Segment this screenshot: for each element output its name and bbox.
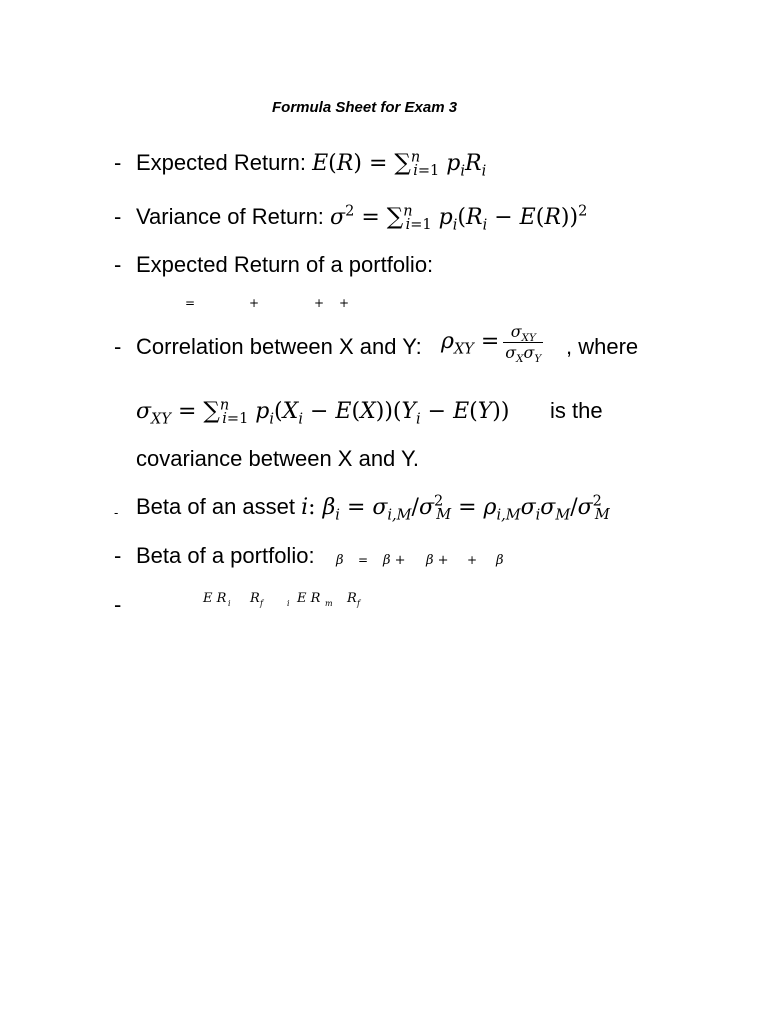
math-correlation: $\rho_{XY}$ = $\frac{\sigma_{XY}}{\sigma_X\sigma_Y}$ bbox=[441, 322, 542, 365]
portfolio-formula-plus-1: + bbox=[249, 296, 260, 310]
capm-frag-m: m bbox=[325, 599, 333, 608]
math-variance: $\sigma^2 = \sum^n_{i=1}$ $p_i(R_i - E(R))^2$ bbox=[330, 203, 588, 234]
math-beta-asset: i: $\beta_i = \sigma_{i,M}/\sigma^2_M = \rho_{i,M}\sigma_i\sigma_M/\sigma^2_M$ bbox=[301, 493, 610, 524]
formula-correlation bbox=[441, 322, 547, 365]
bullet-dash: - bbox=[114, 204, 122, 229]
beta-portfolio-frag-5: + bbox=[467, 553, 478, 567]
beta-portfolio-frag-6: β bbox=[496, 553, 504, 568]
capm-frag-i: i bbox=[228, 599, 231, 608]
bullet-correlation bbox=[114, 336, 121, 358]
math-expected-return: E(R) = ∑$^n_{i=1}$ $p_iR_i$ bbox=[312, 149, 487, 180]
formula-covariance bbox=[136, 397, 510, 428]
capm-frag-f2: f bbox=[357, 599, 360, 608]
label-portfolio-return: Expected Return of a portfolio: bbox=[136, 252, 434, 277]
label-beta-asset: Beta of an asset bbox=[136, 494, 302, 519]
portfolio-formula-eq: = bbox=[185, 296, 196, 310]
label-is-the: is the bbox=[550, 398, 603, 423]
capm-frag-r: R bbox=[250, 591, 260, 606]
capm-frag-f: f bbox=[260, 599, 263, 608]
formula-expected-return bbox=[136, 149, 487, 180]
label-variance: Variance of Return: bbox=[136, 204, 331, 229]
portfolio-formula-plus-2: + bbox=[314, 296, 325, 310]
bullet-dash: - bbox=[114, 592, 122, 617]
bullet-expected-return bbox=[114, 152, 121, 174]
beta-portfolio-frag-3: β + bbox=[383, 553, 406, 568]
bullet-capm bbox=[114, 594, 121, 616]
capm-frag-r2: R bbox=[347, 591, 357, 606]
page-title: Formula Sheet for Exam 3 bbox=[272, 99, 458, 116]
beta-portfolio-frag-4: β + bbox=[426, 553, 449, 568]
bullet-dash: - bbox=[114, 252, 122, 277]
label-covariance: covariance between X and Y. bbox=[136, 446, 419, 471]
bullet-dash: - bbox=[114, 505, 119, 520]
beta-portfolio-frag-1: β bbox=[336, 553, 344, 568]
portfolio-formula-plus-3: + bbox=[339, 296, 350, 310]
label-where: , where bbox=[566, 334, 639, 359]
bullet-beta-asset bbox=[114, 506, 118, 519]
bullet-portfolio-return bbox=[114, 254, 121, 276]
bullet-beta-portfolio bbox=[114, 545, 121, 567]
label-correlation: Correlation between X and Y: bbox=[136, 334, 422, 359]
formula-beta-asset bbox=[136, 493, 610, 524]
beta-portfolio-frag-2: = bbox=[358, 553, 369, 567]
bullet-dash: - bbox=[114, 150, 122, 175]
bullet-dash: - bbox=[114, 543, 122, 568]
math-covariance: $\sigma_{XY} = \sum^n_{i=1}$ $p_i(X_i - E(X))(Y_i - E(Y))$ bbox=[136, 397, 510, 428]
capm-frag-er: E R bbox=[203, 591, 227, 606]
bullet-variance bbox=[114, 206, 121, 228]
formula-variance bbox=[136, 203, 588, 234]
label-expected-return: Expected Return: bbox=[136, 150, 313, 175]
bullet-dash: - bbox=[114, 334, 122, 359]
capm-frag-erm: E R bbox=[297, 591, 321, 606]
capm-frag-i2: i bbox=[287, 599, 290, 608]
label-beta-portfolio: Beta of a portfolio: bbox=[136, 543, 315, 568]
